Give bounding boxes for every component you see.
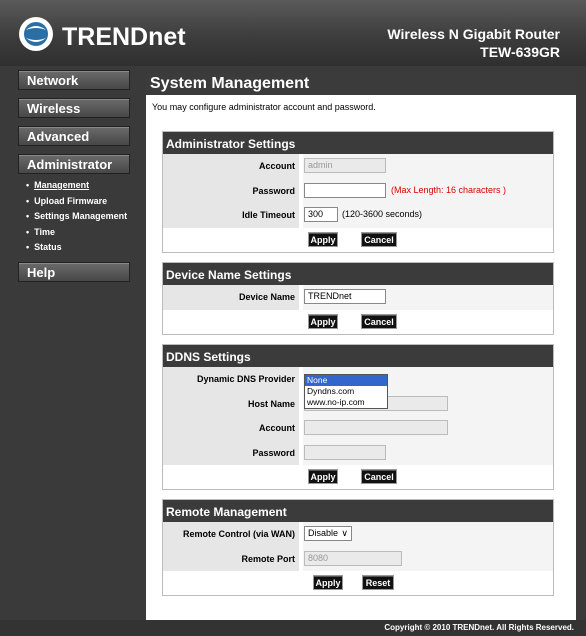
section-title: Device Name Settings: [163, 263, 553, 285]
ddns-account-field: [304, 420, 448, 435]
submenu-time[interactable]: • Time: [26, 225, 127, 241]
row-idle-timeout: [163, 203, 553, 228]
admin-settings-section: [162, 131, 554, 253]
nav-wireless[interactable]: Wireless: [18, 98, 130, 118]
remote-management-section: [162, 499, 554, 596]
ddns-account-label: Account: [163, 416, 299, 441]
section-title: DDNS Settings: [163, 345, 553, 367]
row-ddns-account: [163, 416, 553, 441]
remote-apply-button[interactable]: Apply: [313, 575, 343, 590]
idle-timeout-field[interactable]: 300: [304, 207, 338, 222]
ddns-option[interactable]: www.no-ip.com: [307, 397, 365, 407]
product-info: [387, 25, 560, 61]
admin-apply-button[interactable]: Apply: [308, 232, 338, 247]
content-panel: [146, 73, 576, 620]
row-password: [163, 179, 553, 204]
host-name-label: Host Name: [163, 392, 299, 417]
header-bar: [0, 0, 586, 66]
device-cancel-button[interactable]: Cancel: [361, 314, 397, 329]
ddns-apply-button[interactable]: Apply: [308, 469, 338, 484]
device-name-field[interactable]: TRENDnet: [304, 289, 386, 304]
row-account: [163, 154, 553, 179]
device-name-section: [162, 262, 554, 335]
nav-administrator[interactable]: Administrator: [18, 154, 130, 174]
row-ddns-password: [163, 441, 553, 466]
ddns-password-label: Password: [163, 441, 299, 466]
product-model: TEW-639GR: [480, 44, 560, 60]
idle-timeout-label: Idle Timeout: [163, 203, 299, 228]
ddns-provider-dropdown[interactable]: [304, 374, 388, 409]
page-title: System Management: [146, 73, 576, 95]
page-description: You may configure administrator account and password.: [152, 102, 376, 112]
section-title: Remote Management: [163, 500, 553, 522]
password-label: Password: [163, 179, 299, 204]
remote-port-label: Remote Port: [163, 547, 299, 572]
password-hint: (Max Length: 16 characters ): [391, 184, 507, 195]
ddns-option[interactable]: None: [305, 375, 387, 386]
device-apply-button[interactable]: Apply: [308, 314, 338, 329]
ddns-section: [162, 344, 554, 490]
trendnet-logo: [18, 14, 198, 54]
brand-name: TRENDnet: [62, 23, 186, 51]
row-device-name: [163, 285, 553, 310]
remote-port-field: 8080: [304, 551, 402, 566]
row-remote-port: [163, 547, 553, 572]
product-line: Wireless N Gigabit Router: [387, 26, 560, 42]
nav-help[interactable]: Help: [18, 262, 130, 282]
ddns-cancel-button[interactable]: Cancel: [361, 469, 397, 484]
ddns-provider-label: Dynamic DNS Provider: [163, 367, 299, 392]
row-remote-control: [163, 522, 553, 547]
admin-cancel-button[interactable]: Cancel: [361, 232, 397, 247]
idle-timeout-hint: (120-3600 seconds): [342, 209, 423, 219]
footer: Copyright © 2010 TRENDnet. All Rights Reserved.: [0, 620, 586, 636]
remote-control-select[interactable]: Disable ∨: [304, 526, 352, 541]
sidebar: [0, 66, 146, 620]
admin-submenu: [26, 178, 127, 256]
device-name-label: Device Name: [163, 285, 299, 310]
ddns-option[interactable]: Dyndns.com: [307, 386, 355, 396]
ddns-password-field: [304, 445, 386, 460]
remote-control-label: Remote Control (via WAN): [163, 522, 299, 547]
chevron-down-icon: ∨: [341, 528, 348, 538]
section-title: Administrator Settings: [163, 132, 553, 154]
submenu-settings-management[interactable]: • Settings Management: [26, 209, 127, 225]
admin-account-field: admin: [304, 158, 386, 173]
admin-password-field[interactable]: [304, 183, 386, 198]
nav-network[interactable]: Network: [18, 70, 130, 90]
remote-reset-button[interactable]: Reset: [362, 575, 394, 590]
submenu-status[interactable]: • Status: [26, 240, 127, 256]
submenu-upload-firmware[interactable]: • Upload Firmware: [26, 194, 127, 210]
account-label: Account: [163, 154, 299, 179]
nav-advanced[interactable]: Advanced: [18, 126, 130, 146]
submenu-management[interactable]: • Management: [26, 178, 127, 194]
